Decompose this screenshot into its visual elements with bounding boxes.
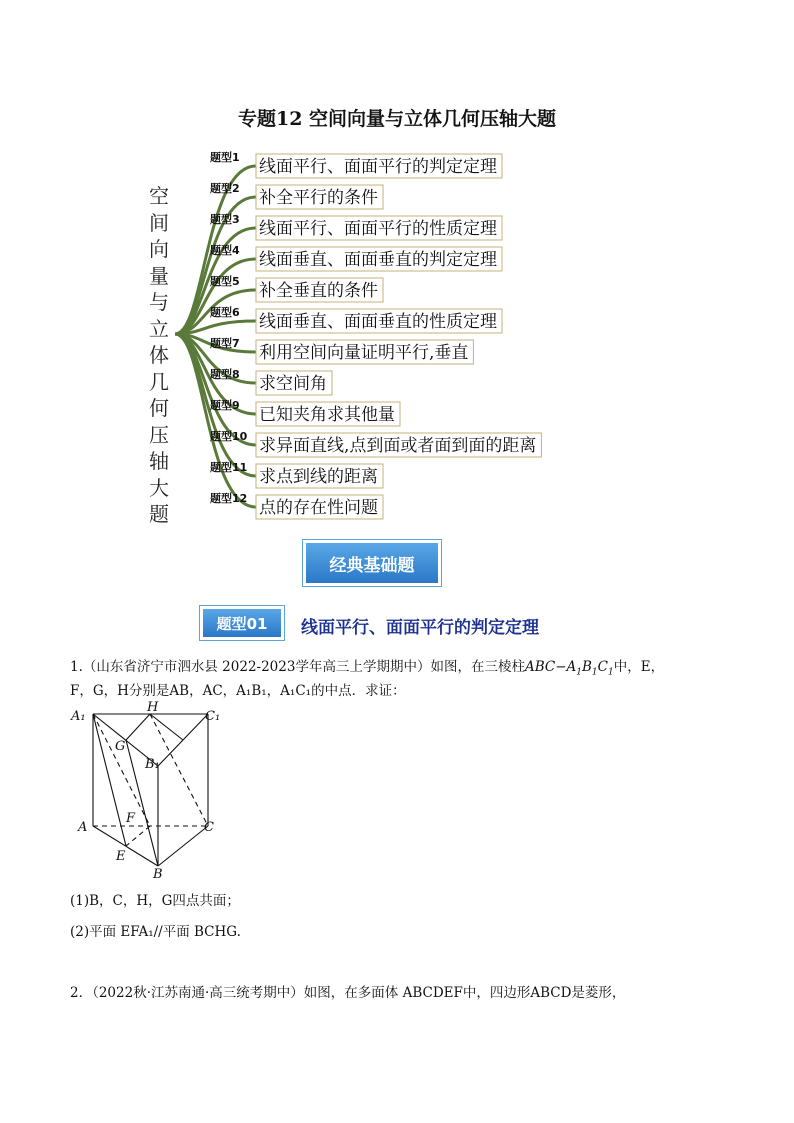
mindmap-type-label-7: 题型7 — [210, 337, 240, 350]
mindmap-item-text-3: 线面平行、面面平行的性质定理 — [259, 219, 497, 239]
question-type-badge-label: 题型01 — [203, 609, 281, 637]
mindmap-type-label-4: 题型4 — [210, 244, 240, 257]
prism-name-b: B — [582, 659, 592, 675]
prism-figure — [68, 700, 228, 880]
mindmap-nodes — [210, 150, 541, 519]
mindmap-type-label-8: 题型8 — [210, 368, 240, 381]
mindmap-item-text-6: 线面垂直、面面垂直的性质定理 — [259, 312, 497, 332]
mindmap-root-label: 空间向量与立体几何压轴大题 — [149, 184, 169, 526]
problem-1-question-1: (1)B，C，H，G四点共面； — [70, 893, 240, 909]
classic-basic-badge-label: 经典基础题 — [306, 543, 438, 583]
mindmap-item-text-11: 求点到线的距离 — [259, 467, 378, 487]
prism-sub-3: 1 — [608, 667, 614, 678]
label-c: C — [204, 820, 214, 835]
label-a1: A₁ — [71, 709, 86, 724]
label-f: F — [126, 811, 136, 826]
mindmap-type-label-11: 题型11 — [210, 461, 248, 474]
mindmap-type-label-1: 题型1 — [210, 151, 240, 164]
mindmap-type-label-10: 题型10 — [210, 430, 248, 443]
mindmap-branch-12 — [175, 334, 256, 507]
label-b: B — [153, 867, 163, 880]
label-a: A — [78, 820, 88, 835]
mindmap-diagram — [0, 0, 794, 530]
mindmap-item-text-12: 点的存在性问题 — [259, 498, 378, 518]
mindmap-item-text-5: 补全垂直的条件 — [259, 281, 378, 301]
mindmap-item-text-2: 补全平行的条件 — [259, 188, 378, 208]
prism-name-a: ABC−A — [524, 659, 577, 675]
problem-1-line-2: F，G，H分别是AB，AC，A₁B₁，A₁C₁的中点．求证： — [70, 683, 406, 699]
mindmap-item-text-1: 线面平行、面面平行的判定定理 — [259, 157, 497, 177]
problem-1-prefix: 1.（山东省济宁市泗水县 2022-2023学年高三上学期期中）如图，在三棱柱 — [70, 659, 525, 675]
label-h: H — [147, 700, 159, 715]
mindmap-type-label-12: 题型12 — [210, 492, 248, 505]
label-e: E — [116, 849, 126, 864]
mindmap-type-label-5: 题型5 — [210, 275, 240, 288]
section-title: 线面平行、面面平行的判定定理 — [301, 618, 539, 638]
mindmap-item-text-7: 利用空间向量证明平行,垂直 — [259, 343, 469, 363]
prism-sub-2: 1 — [591, 667, 598, 678]
label-b1: B₁ — [145, 757, 160, 772]
mindmap-item-text-9: 已知夹角求其他量 — [259, 405, 395, 425]
prism-sub-1: 1 — [576, 667, 582, 678]
problem-1-suffix: 中，E， — [613, 659, 665, 675]
page-title: 专题12 空间向量与立体几何压轴大题 — [237, 108, 557, 130]
problem-2-line-1: 2．（2022秋·江苏南通·高三统考期中）如图，在多面体 ABCDEF中，四边形ABCD是菱形， — [70, 985, 626, 1001]
prism-name-c: C — [597, 659, 608, 675]
mindmap-type-label-2: 题型2 — [210, 182, 240, 195]
mindmap-type-label-9: 题型9 — [210, 399, 240, 412]
label-g: G — [115, 739, 126, 754]
mindmap-type-label-3: 题型3 — [210, 213, 240, 226]
mindmap-item-text-8: 求空间角 — [259, 374, 327, 394]
problem-1-question-2: (2)平面 EFA₁//平面 BCHG. — [70, 924, 241, 940]
classic-basic-badge — [302, 539, 442, 587]
mindmap-type-label-6: 题型6 — [210, 306, 240, 319]
mindmap-item-text-4: 线面垂直、面面垂直的判定定理 — [259, 250, 497, 270]
question-type-badge — [199, 605, 285, 641]
label-c1: C₁ — [205, 709, 221, 724]
mindmap-item-text-10: 求异面直线,点到面或者面到面的距离 — [259, 436, 537, 456]
